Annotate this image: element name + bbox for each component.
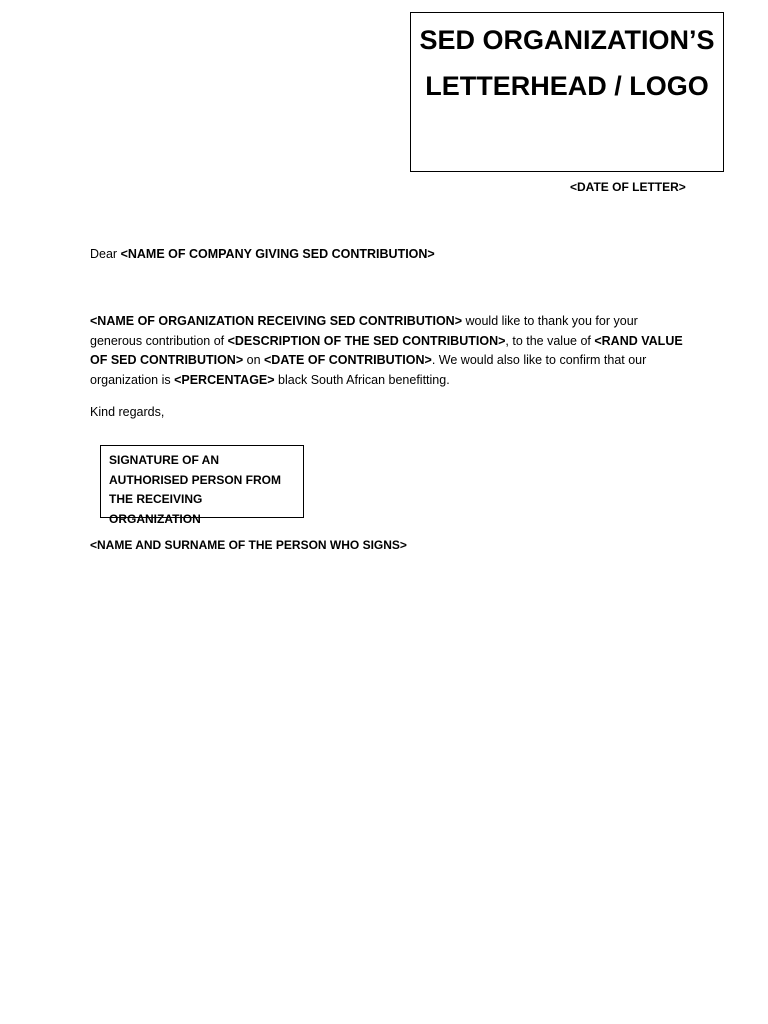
letterhead-logo-box [410,12,724,172]
letterhead-title-line2: LETTERHEAD / LOGO [425,71,709,101]
letter-date: <DATE OF LETTER> [570,180,686,194]
body-text-3: on [243,353,264,368]
body-date-contribution: <DATE OF CONTRIBUTION> [264,353,432,368]
closing: Kind regards, [90,405,165,419]
salutation-prefix: Dear [90,247,121,261]
body-percentage: <PERCENTAGE> [174,372,275,387]
body-text-1: would like to thank you for your generous contribution of [90,314,638,348]
body-text-5: black South African benefitting. [274,372,450,387]
signer-name: <NAME AND SURNAME OF THE PERSON WHO SIGNS> [90,538,407,552]
body-rand-value: <RAND VALUE OF SED CONTRIBUTION> [90,333,683,368]
body-description: <DESCRIPTION OF THE SED CONTRIBUTION> [227,333,506,348]
letter-body [90,312,690,390]
body-text-2: , to the value of [505,333,595,348]
signature-box: SIGNATURE OF AN AUTHORISED PERSON FROM THE RECEIVING ORGANIZATION [100,445,304,518]
body-text-4: . We would also like to confirm that our organization is [90,353,647,387]
body-org-name: <NAME OF ORGANIZATION RECEIVING SED CONTRIBUTION> [90,314,463,328]
letterhead-title-line1: SED ORGANIZATION’S [419,25,715,55]
salutation-recipient: <NAME OF COMPANY GIVING SED CONTRIBUTION> [120,247,435,261]
salutation [90,247,435,261]
